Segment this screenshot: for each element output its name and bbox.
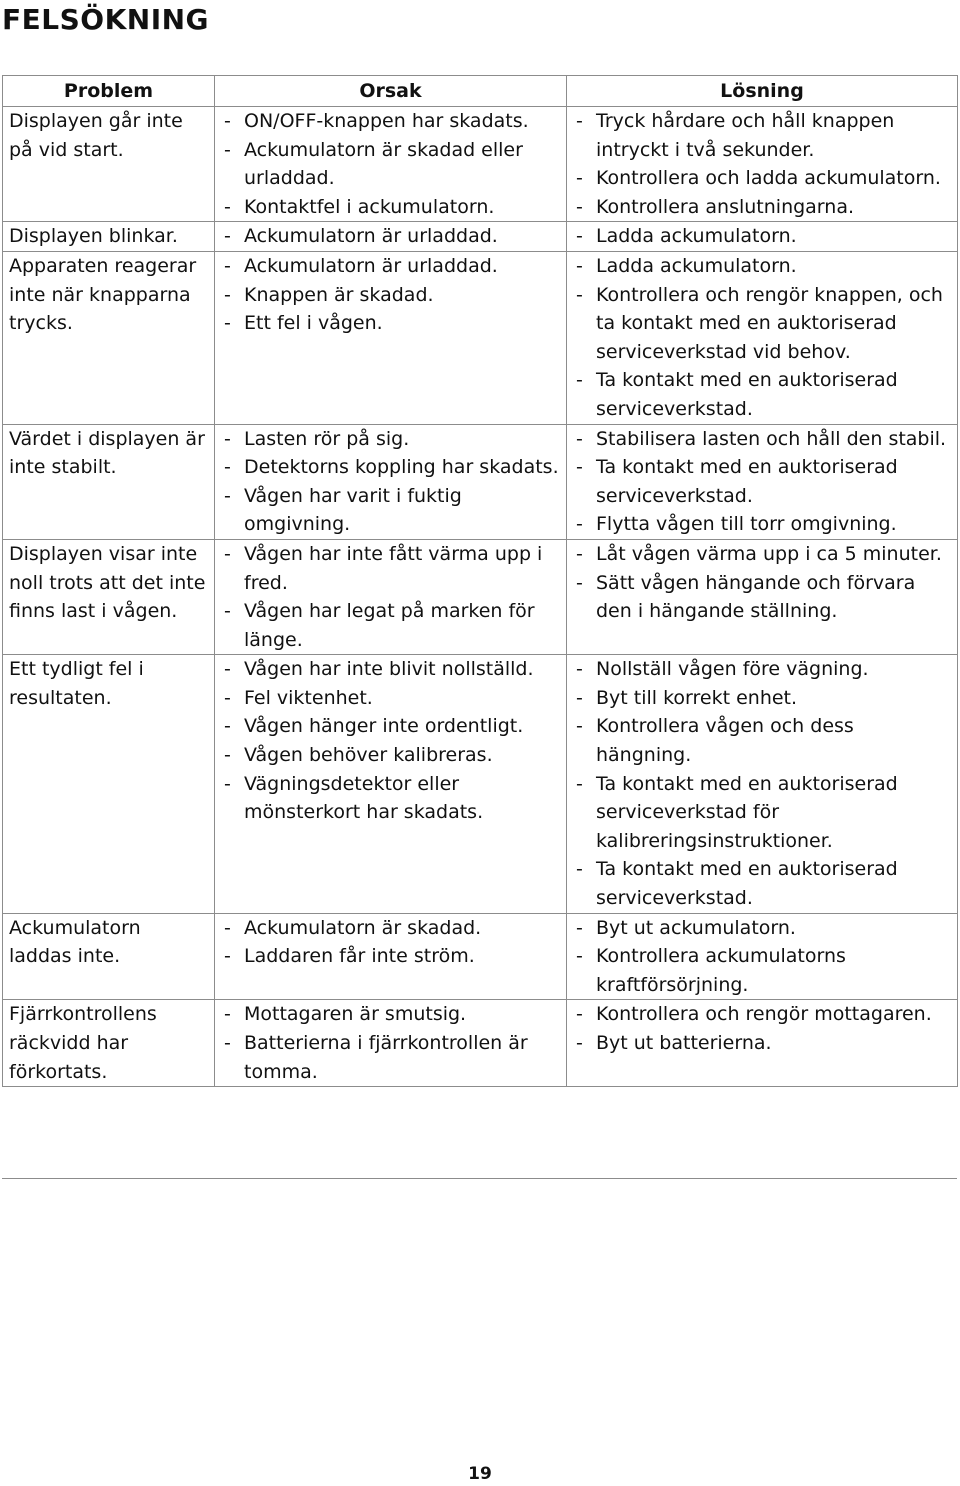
solution-item: - Låt vågen värma upp i ca 5 minuter. — [573, 540, 951, 569]
footer-divider — [2, 1178, 957, 1179]
solution-cell — [567, 539, 958, 654]
cause-item: - Vågen hänger inte ordentligt. — [221, 712, 560, 741]
table-body — [3, 107, 958, 1087]
cause-cell-list — [221, 425, 560, 539]
table-row — [3, 539, 958, 654]
cause-item: - Vågen behöver kalibreras. — [221, 741, 560, 770]
problem-cell: Ett tydligt fel i resultaten. — [3, 655, 215, 913]
solution-cell-list — [573, 252, 951, 424]
cause-cell-list — [221, 540, 560, 654]
problem-cell: Displayen går inte på vid start. — [3, 107, 215, 222]
solution-item: - Kontrollera ackumulatorns kraftförsörjning. — [573, 942, 951, 999]
table-row — [3, 655, 958, 913]
cause-item: - Mottagaren är smutsig. — [221, 1000, 560, 1029]
solution-item: - Nollställ vågen före vägning. — [573, 655, 951, 684]
solution-item: - Kontrollera och rengör mottagaren. — [573, 1000, 951, 1029]
column-header-problem: Problem — [3, 76, 215, 107]
problem-cell: Fjärrkontrollens räckvidd har förkortats. — [3, 1000, 215, 1087]
solution-cell — [567, 251, 958, 424]
cause-item: - Vågen har legat på marken för länge. — [221, 597, 560, 654]
problem-cell: Displayen visar inte noll trots att det inte finns last i vågen. — [3, 539, 215, 654]
solution-item: - Ladda ackumulatorn. — [573, 222, 951, 251]
solution-cell — [567, 913, 958, 1000]
table-row — [3, 222, 958, 252]
cause-item: - Vågen har inte fått värma upp i fred. — [221, 540, 560, 597]
solution-item: - Tryck hårdare och håll knappen intryckt i två sekunder. — [573, 107, 951, 164]
table-header-row — [3, 76, 958, 107]
cause-item: - Fel viktenhet. — [221, 684, 560, 713]
cause-item: - Ackumulatorn är skadad. — [221, 914, 560, 943]
page-number: 19 — [468, 1464, 492, 1484]
column-header-solution: Lösning — [567, 76, 958, 107]
problem-cell: Displayen blinkar. — [3, 222, 215, 252]
cause-cell — [215, 913, 567, 1000]
cause-cell-list — [221, 1000, 560, 1086]
cause-item: - Ett fel i vågen. — [221, 309, 560, 338]
solution-cell — [567, 1000, 958, 1087]
cause-item: - Detektorns koppling har skadats. — [221, 453, 560, 482]
solution-cell-list — [573, 222, 951, 251]
cause-item: - ON/OFF-knappen har skadats. — [221, 107, 560, 136]
solution-cell-list — [573, 107, 951, 221]
table-row — [3, 424, 958, 539]
solution-item: - Stabilisera lasten och håll den stabil. — [573, 425, 951, 454]
cause-cell — [215, 251, 567, 424]
problem-cell: Ackumulatorn laddas inte. — [3, 913, 215, 1000]
solution-cell — [567, 107, 958, 222]
solution-item: - Kontrollera och ladda ackumulatorn. — [573, 164, 951, 193]
solution-item: - Kontrollera anslutningarna. — [573, 193, 951, 222]
cause-item: - Batterierna i fjärrkontrollen är tomma. — [221, 1029, 560, 1086]
cause-item: - Kontaktfel i ackumulatorn. — [221, 193, 560, 222]
solution-cell-list — [573, 540, 951, 626]
column-header-cause: Orsak — [215, 76, 567, 107]
solution-cell — [567, 222, 958, 252]
solution-cell — [567, 424, 958, 539]
cause-cell — [215, 424, 567, 539]
cause-item: - Ackumulatorn är urladdad. — [221, 222, 560, 251]
cause-cell-list — [221, 914, 560, 971]
cause-item: - Knappen är skadad. — [221, 281, 560, 310]
cause-cell-list — [221, 107, 560, 221]
table-row — [3, 107, 958, 222]
cause-cell-list — [221, 655, 560, 827]
cause-cell — [215, 1000, 567, 1087]
cause-item: - Ackumulatorn är skadad eller urladdad. — [221, 136, 560, 193]
cause-cell-list — [221, 252, 560, 338]
solution-item: - Flytta vågen till torr omgivning. — [573, 510, 951, 539]
solution-cell-list — [573, 914, 951, 1000]
solution-item: - Byt ut batterierna. — [573, 1029, 951, 1058]
solution-item: - Ta kontakt med en auktoriserad serviceverkstad. — [573, 366, 951, 423]
problem-cell: Värdet i displayen är inte stabilt. — [3, 424, 215, 539]
solution-item: - Ta kontakt med en auktoriserad serviceverkstad. — [573, 453, 951, 510]
cause-cell — [215, 107, 567, 222]
cause-cell — [215, 655, 567, 913]
solution-item: - Sätt vågen hängande och förvara den i hängande ställning. — [573, 569, 951, 626]
solution-cell-list — [573, 1000, 951, 1057]
problem-cell: Apparaten reagerar inte när knapparna trycks. — [3, 251, 215, 424]
cause-item: - Lasten rör på sig. — [221, 425, 560, 454]
solution-cell-list — [573, 655, 951, 912]
solution-cell — [567, 655, 958, 913]
cause-cell-list — [221, 222, 560, 251]
cause-item: - Vågen har varit i fuktig omgivning. — [221, 482, 560, 539]
solution-item: - Byt ut ackumulatorn. — [573, 914, 951, 943]
cause-item: - Vägningsdetektor eller mönsterkort har skadats. — [221, 770, 560, 827]
cause-item: - Ackumulatorn är urladdad. — [221, 252, 560, 281]
solution-item: - Kontrollera och rengör knappen, och ta kontakt med en auktoriserad serviceverkstad vid behov. — [573, 281, 951, 367]
solution-item: - Ta kontakt med en auktoriserad serviceverkstad. — [573, 855, 951, 912]
solution-item: - Byt till korrekt enhet. — [573, 684, 951, 713]
table-row — [3, 1000, 958, 1087]
page-title: FELSÖKNING — [2, 3, 210, 36]
solution-item: - Kontrollera vågen och dess hängning. — [573, 712, 951, 769]
cause-cell — [215, 539, 567, 654]
solution-item: - Ta kontakt med en auktoriserad serviceverkstad för kalibreringsinstruktioner. — [573, 770, 951, 856]
troubleshooting-table — [2, 75, 958, 1087]
solution-cell-list — [573, 425, 951, 539]
solution-item: - Ladda ackumulatorn. — [573, 252, 951, 281]
cause-item: - Laddaren får inte ström. — [221, 942, 560, 971]
cause-item: - Vågen har inte blivit nollställd. — [221, 655, 560, 684]
table-row — [3, 251, 958, 424]
cause-cell — [215, 222, 567, 252]
table-row — [3, 913, 958, 1000]
